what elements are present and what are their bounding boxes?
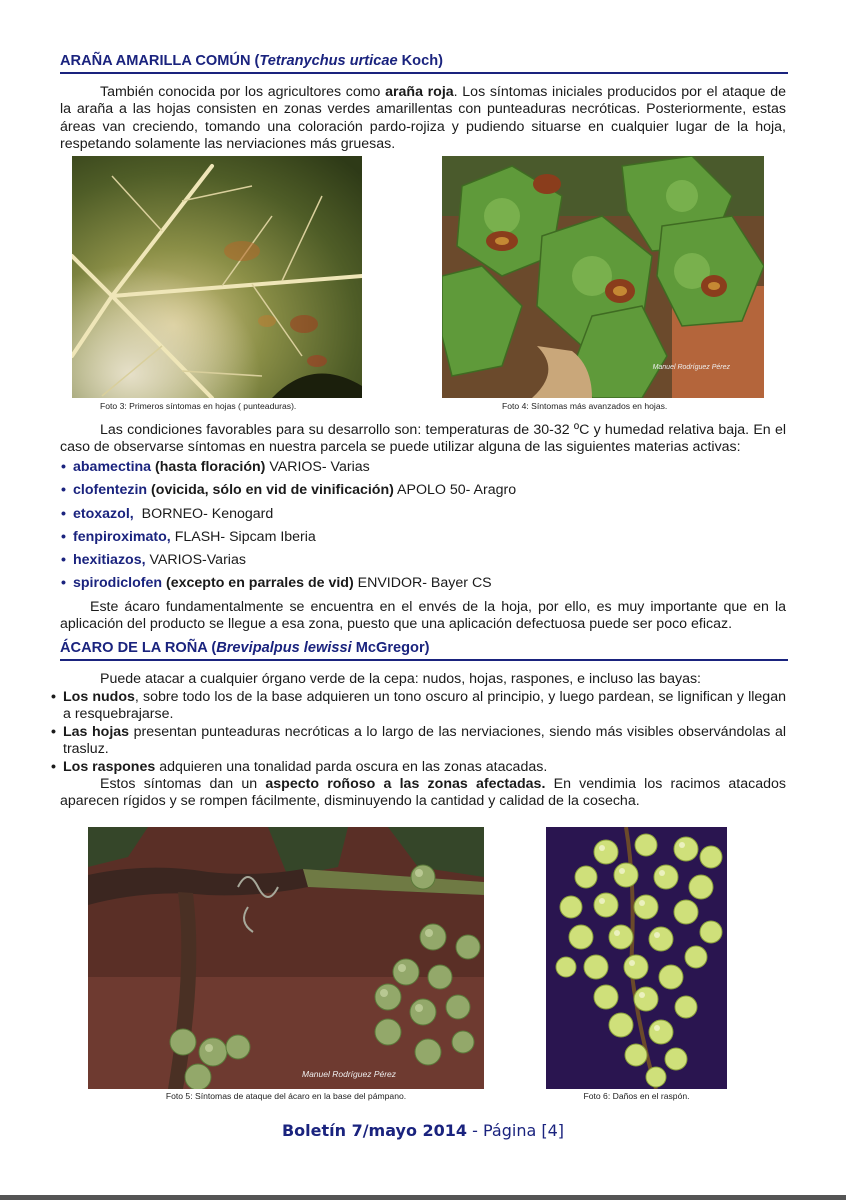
list-item: • fenpiroximato, FLASH- Sipcam Iberia bbox=[60, 529, 786, 552]
section2-intro: Puede atacar a cualquier órgano verde de la cepa: nudos, hojas, raspones, e incluso las bayas: bbox=[100, 671, 701, 687]
symptoms-list bbox=[50, 689, 786, 776]
photo-shoot-base-damage bbox=[88, 827, 484, 1089]
list-item: • spirodiclofen (excepto en parrales de vid) ENVIDOR- Bayer CS bbox=[60, 575, 786, 598]
heading-text: ÁCARO DE LA ROÑA ( bbox=[60, 640, 217, 656]
underside-note: Este ácaro fundamentalmente se encuentra en el envés de la hoja, por ello, es muy importante que en la aplicación del producto se llegue a esa zona, puesto que una aplicación defectuosa puede ser poco eficaz. bbox=[60, 599, 786, 633]
list-item: • hexitiazos, VARIOS-Varias bbox=[60, 552, 786, 575]
caption-photo6: Foto 6: Daños en el raspón. bbox=[583, 1091, 690, 1101]
active-ingredients-list bbox=[60, 459, 786, 599]
photo-credit: Manuel Rodríguez Pérez bbox=[302, 1068, 397, 1079]
list-item: • Los raspones adquieren una tonalidad parda oscura en las zonas atacadas. bbox=[50, 759, 786, 776]
heading-species: Brevipalpus lewissi bbox=[216, 640, 352, 656]
bulletin-title: Boletín 7/mayo 2014 bbox=[281, 1121, 468, 1140]
closing-paragraph: Estos síntomas dan un aspecto roñoso a las zonas afectadas. En vendimia los racimos atacados aparecen rígidos y se rompen fácilmente, disminuyendo la cantidad y calidad de la cosecha. bbox=[60, 776, 786, 810]
caption-photo3: Foto 3: Primeros síntomas en hojas ( punteaduras). bbox=[100, 401, 297, 411]
heading-text: ARAÑA AMARILLA COMÚN ( bbox=[60, 53, 260, 69]
bottom-border bbox=[0, 1195, 846, 1200]
caption-photo4: Foto 4: Síntomas más avanzados en hojas. bbox=[502, 401, 668, 411]
page-number: - Página [4] bbox=[467, 1121, 565, 1140]
heading-species: Tetranychus urticae bbox=[259, 53, 398, 69]
conditions-paragraph: Las condiciones favorables para su desarrollo son: temperaturas de 30-32 ºC y humedad relativa baja. En el caso de observarse síntomas en nuestra parcela se puede utilizar alguna de las siguientes materias activas: bbox=[60, 422, 786, 456]
section-heading-arana-amarilla bbox=[60, 53, 788, 74]
list-item: • clofentezin (ovicida, sólo en vid de vinificación) APOLO 50- Aragro bbox=[60, 482, 786, 505]
photo-grape-cluster-damage bbox=[546, 827, 727, 1089]
photo-leaf-early-symptoms bbox=[72, 156, 362, 398]
section-heading-acaro-rona bbox=[60, 640, 788, 661]
list-item: • Las hojas presentan punteaduras necróticas a lo largo de las nerviaciones, siendo más visibles observándolas al trasluz. bbox=[50, 724, 786, 759]
photo-credit: Manuel Rodríguez Pérez bbox=[652, 363, 730, 371]
intro-paragraph: También conocida por los agricultores como araña roja. Los síntomas iniciales producidos por el ataque de la araña a las hojas consisten en zonas verdes amarillentas con punteaduras necróticas. Posteriormente, estas áreas van creciendo, tomando una coloración pardo-rojiza y pudiendo situarse en cualquier lugar de la hoja, respetando solamente las nerviaciones más gruesas. bbox=[60, 84, 786, 153]
caption-photo5: Foto 5: Síntomas de ataque del ácaro en la base del pámpano. bbox=[165, 1091, 407, 1101]
page-footer bbox=[0, 1122, 846, 1139]
list-item: • Los nudos, sobre todo los de la base adquieren un tono oscuro al principio, y luego pardean, se lignifican y llegan a resquebrajarse. bbox=[50, 689, 786, 724]
heading-author: Koch) bbox=[397, 53, 443, 69]
list-item: • etoxazol, BORNEO- Kenogard bbox=[60, 506, 786, 529]
heading-author: McGregor) bbox=[351, 640, 430, 656]
common-name: araña roja bbox=[385, 84, 454, 100]
photo-leaves-advanced-symptoms bbox=[442, 156, 764, 398]
list-item: • abamectina (hasta floración) VARIOS- Varias bbox=[60, 459, 786, 482]
